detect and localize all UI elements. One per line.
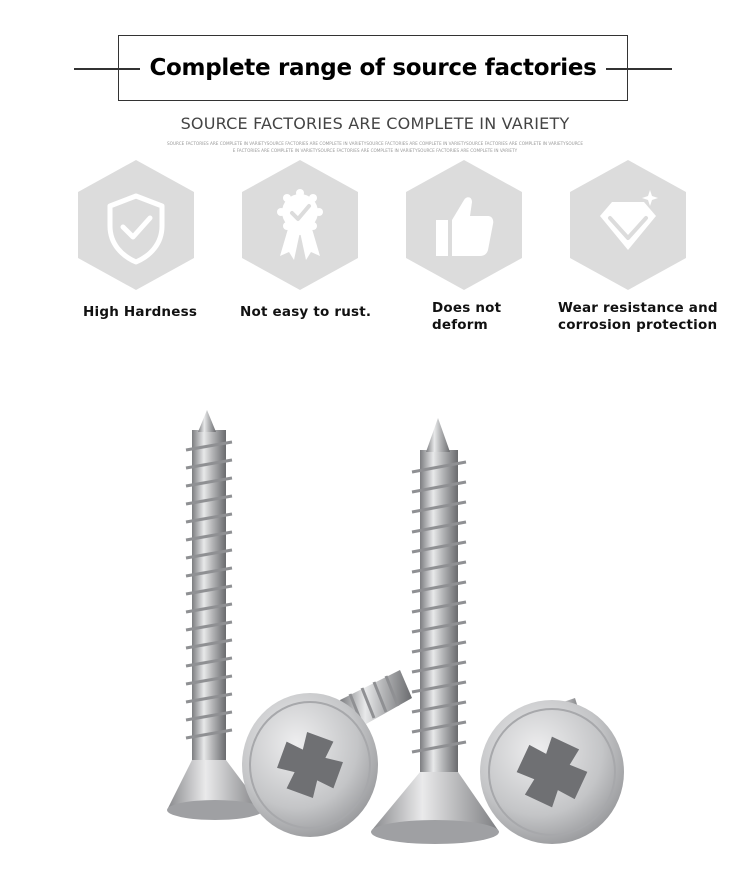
screw-lying-right xyxy=(480,698,624,844)
shield-check-icon xyxy=(78,160,194,290)
feature-label-line: deform xyxy=(432,317,488,333)
feature-label-line: corrosion protection xyxy=(558,317,718,333)
award-ribbon-icon xyxy=(242,160,358,290)
feature-label-not-easy-to-rust: Not easy to rust. xyxy=(240,304,372,320)
screw-tall-right xyxy=(371,418,499,844)
feature-wear-resistance xyxy=(570,160,686,290)
diamond-heart-icon xyxy=(570,160,686,290)
fine-print-line-1: SOURCE FACTORIES ARE COMPLETE IN VARIETYSOURCE FACTORIES ARE COMPLETE IN VARIETYSOURCE FACTORIES ARE COMPLETE IN VARIETYSOURCE FACTORIES ARE COMPLETE IN VARIETYSOURCE xyxy=(166,141,584,146)
feature-does-not-deform xyxy=(406,160,522,290)
feature-not-easy-to-rust xyxy=(242,160,358,290)
page-subtitle: SOURCE FACTORIES ARE COMPLETE IN VARIETY xyxy=(180,114,570,133)
title-box xyxy=(118,35,628,101)
fine-print-line-2: E FACTORIES ARE COMPLETE IN VARIETYSOURCE FACTORIES ARE COMPLETE IN VARIETYSOURCE FACTORIES ARE COMPLETE IN VARIETY xyxy=(232,148,518,153)
feature-label-line: Does not xyxy=(432,300,502,316)
thumbs-up-icon xyxy=(406,160,522,290)
screw-lying-left xyxy=(242,670,412,837)
page-title: Complete range of source factories xyxy=(149,55,597,81)
feature-label-does-not-deform xyxy=(432,300,501,334)
feature-label-high-hardness: High Hardness xyxy=(83,304,198,320)
feature-high-hardness xyxy=(78,160,194,290)
product-photo-screws xyxy=(0,380,750,876)
feature-label-wear-resistance xyxy=(558,300,718,334)
feature-label-line: Wear resistance and xyxy=(558,300,718,316)
